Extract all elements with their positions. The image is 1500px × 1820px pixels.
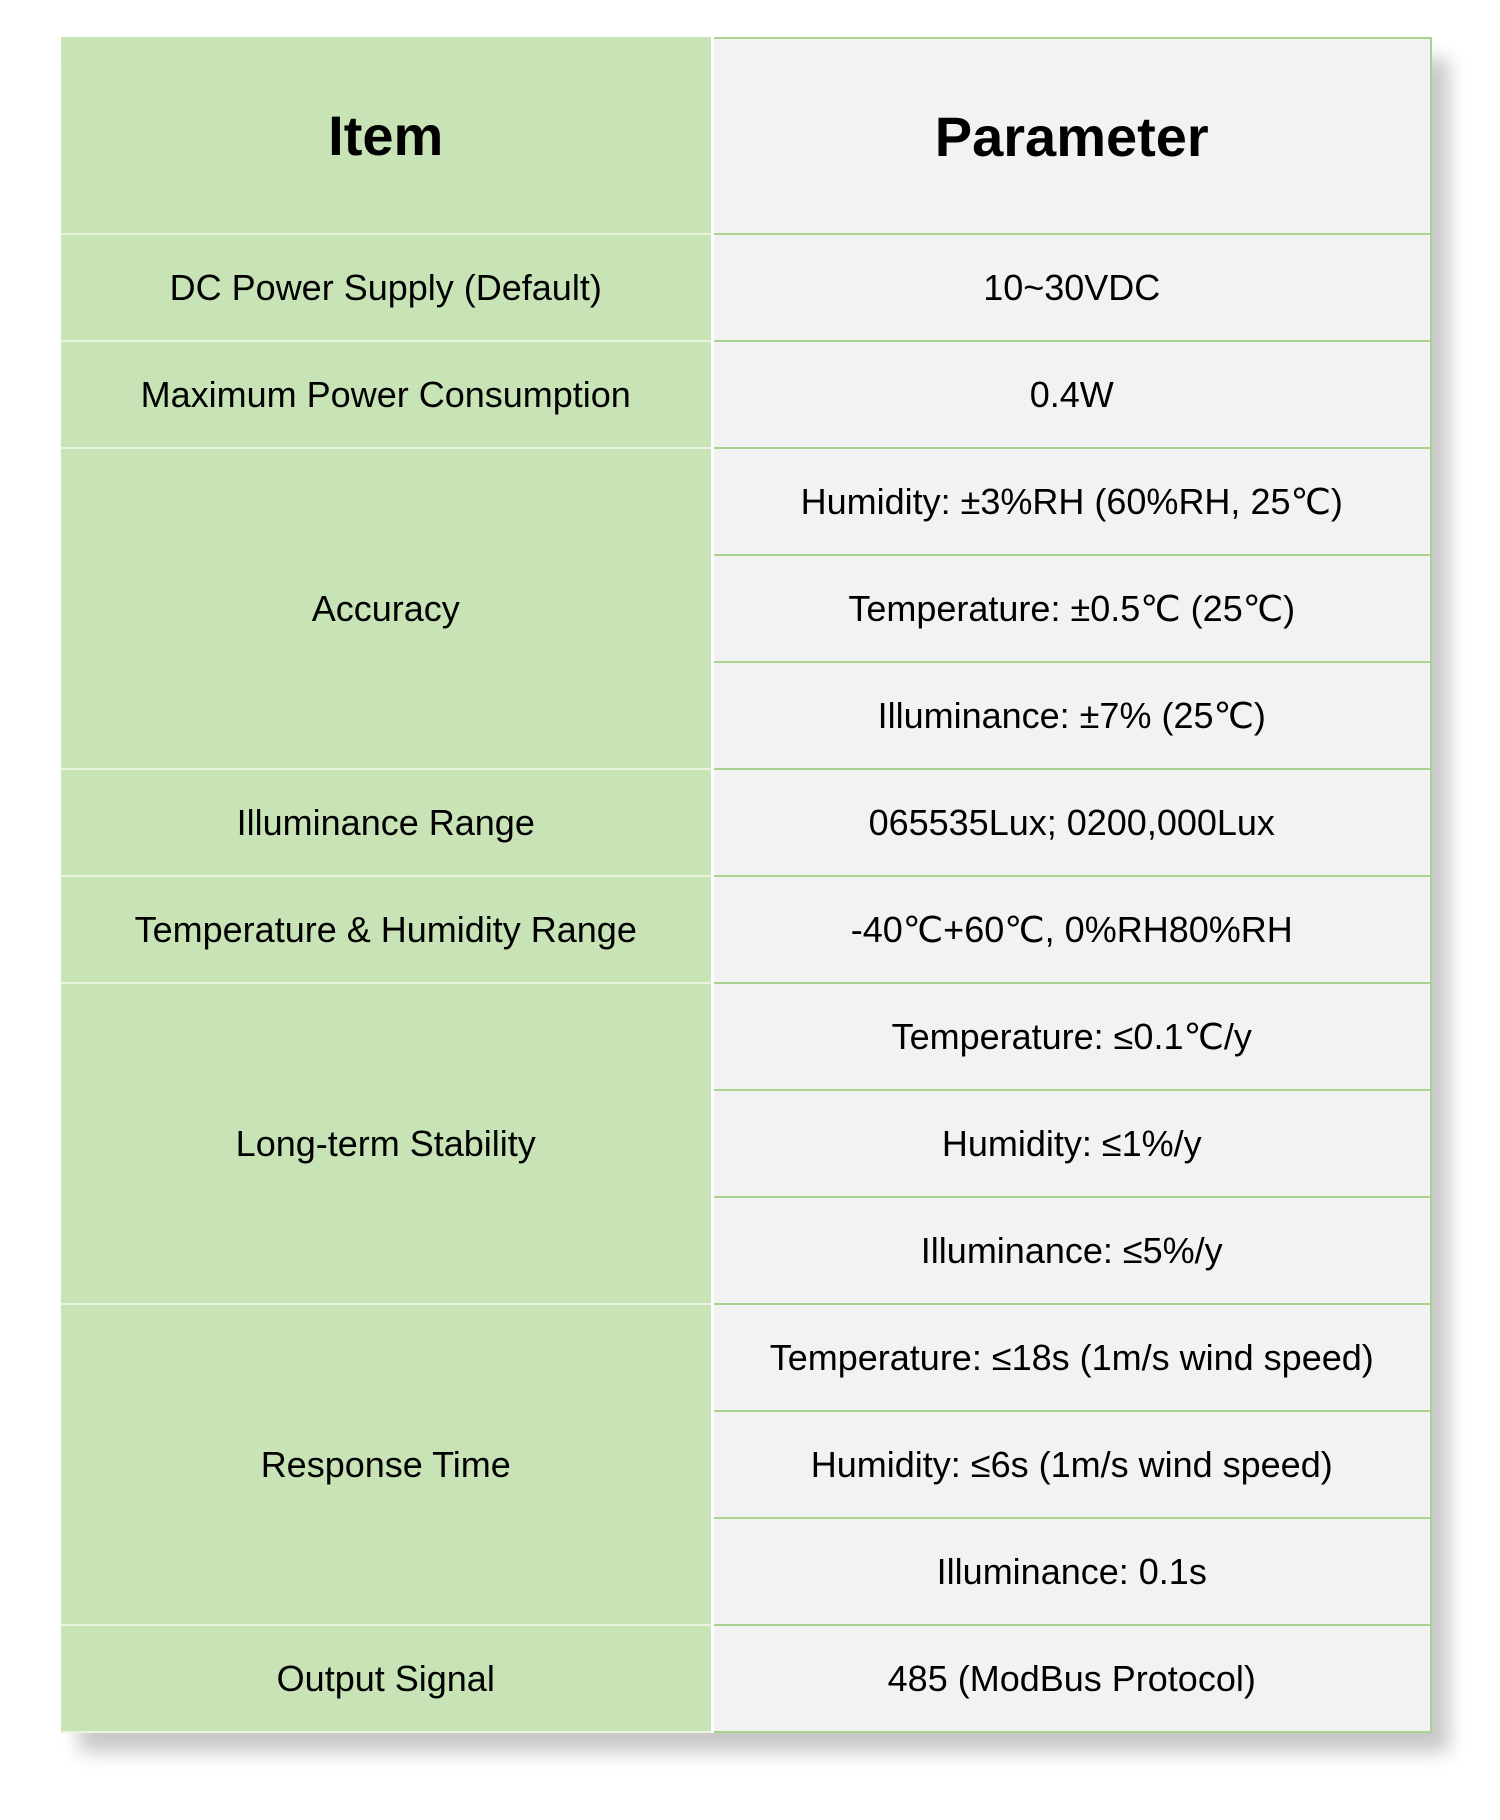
item-max-power-consumption: Maximum Power Consumption: [61, 341, 712, 448]
param-max-power-consumption: 0.4W: [712, 341, 1431, 448]
table-row: [61, 448, 1431, 555]
table-row: [61, 234, 1431, 341]
param-output-signal: 485 (ModBus Protocol): [712, 1625, 1431, 1732]
table-row: [61, 876, 1431, 983]
header-item: Item: [61, 38, 712, 234]
spec-table: [61, 37, 1432, 1733]
item-response-time: Response Time: [61, 1304, 712, 1625]
table-row: [61, 769, 1431, 876]
param-accuracy-humidity: Humidity: ±3%RH (60%RH, 25℃): [712, 448, 1431, 555]
table-row: [61, 983, 1431, 1090]
item-accuracy: Accuracy: [61, 448, 712, 769]
table-row: [61, 341, 1431, 448]
param-temp-humidity-range: -40℃+60℃, 0%RH80%RH: [712, 876, 1431, 983]
item-dc-power-supply: DC Power Supply (Default): [61, 234, 712, 341]
param-stability-temperature: Temperature: ≤0.1℃/y: [712, 983, 1431, 1090]
item-long-term-stability: Long-term Stability: [61, 983, 712, 1304]
item-temp-humidity-range: Temperature & Humidity Range: [61, 876, 712, 983]
spec-table-container: [61, 37, 1431, 1730]
param-accuracy-illuminance: Illuminance: ±7% (25℃): [712, 662, 1431, 769]
param-response-illuminance: Illuminance: 0.1s: [712, 1518, 1431, 1625]
param-response-humidity: Humidity: ≤6s (1m/s wind speed): [712, 1411, 1431, 1518]
param-response-temperature: Temperature: ≤18s (1m/s wind speed): [712, 1304, 1431, 1411]
param-accuracy-temperature: Temperature: ±0.5℃ (25℃): [712, 555, 1431, 662]
param-stability-humidity: Humidity: ≤1%/y: [712, 1090, 1431, 1197]
table-row: [61, 1304, 1431, 1411]
param-stability-illuminance: Illuminance: ≤5%/y: [712, 1197, 1431, 1304]
table-row: [61, 1625, 1431, 1732]
param-dc-power-supply: 10~30VDC: [712, 234, 1431, 341]
table-header-row: [61, 38, 1431, 234]
item-output-signal: Output Signal: [61, 1625, 712, 1732]
param-illuminance-range: 065535Lux; 0200,000Lux: [712, 769, 1431, 876]
header-parameter: Parameter: [712, 38, 1431, 234]
item-illuminance-range: Illuminance Range: [61, 769, 712, 876]
